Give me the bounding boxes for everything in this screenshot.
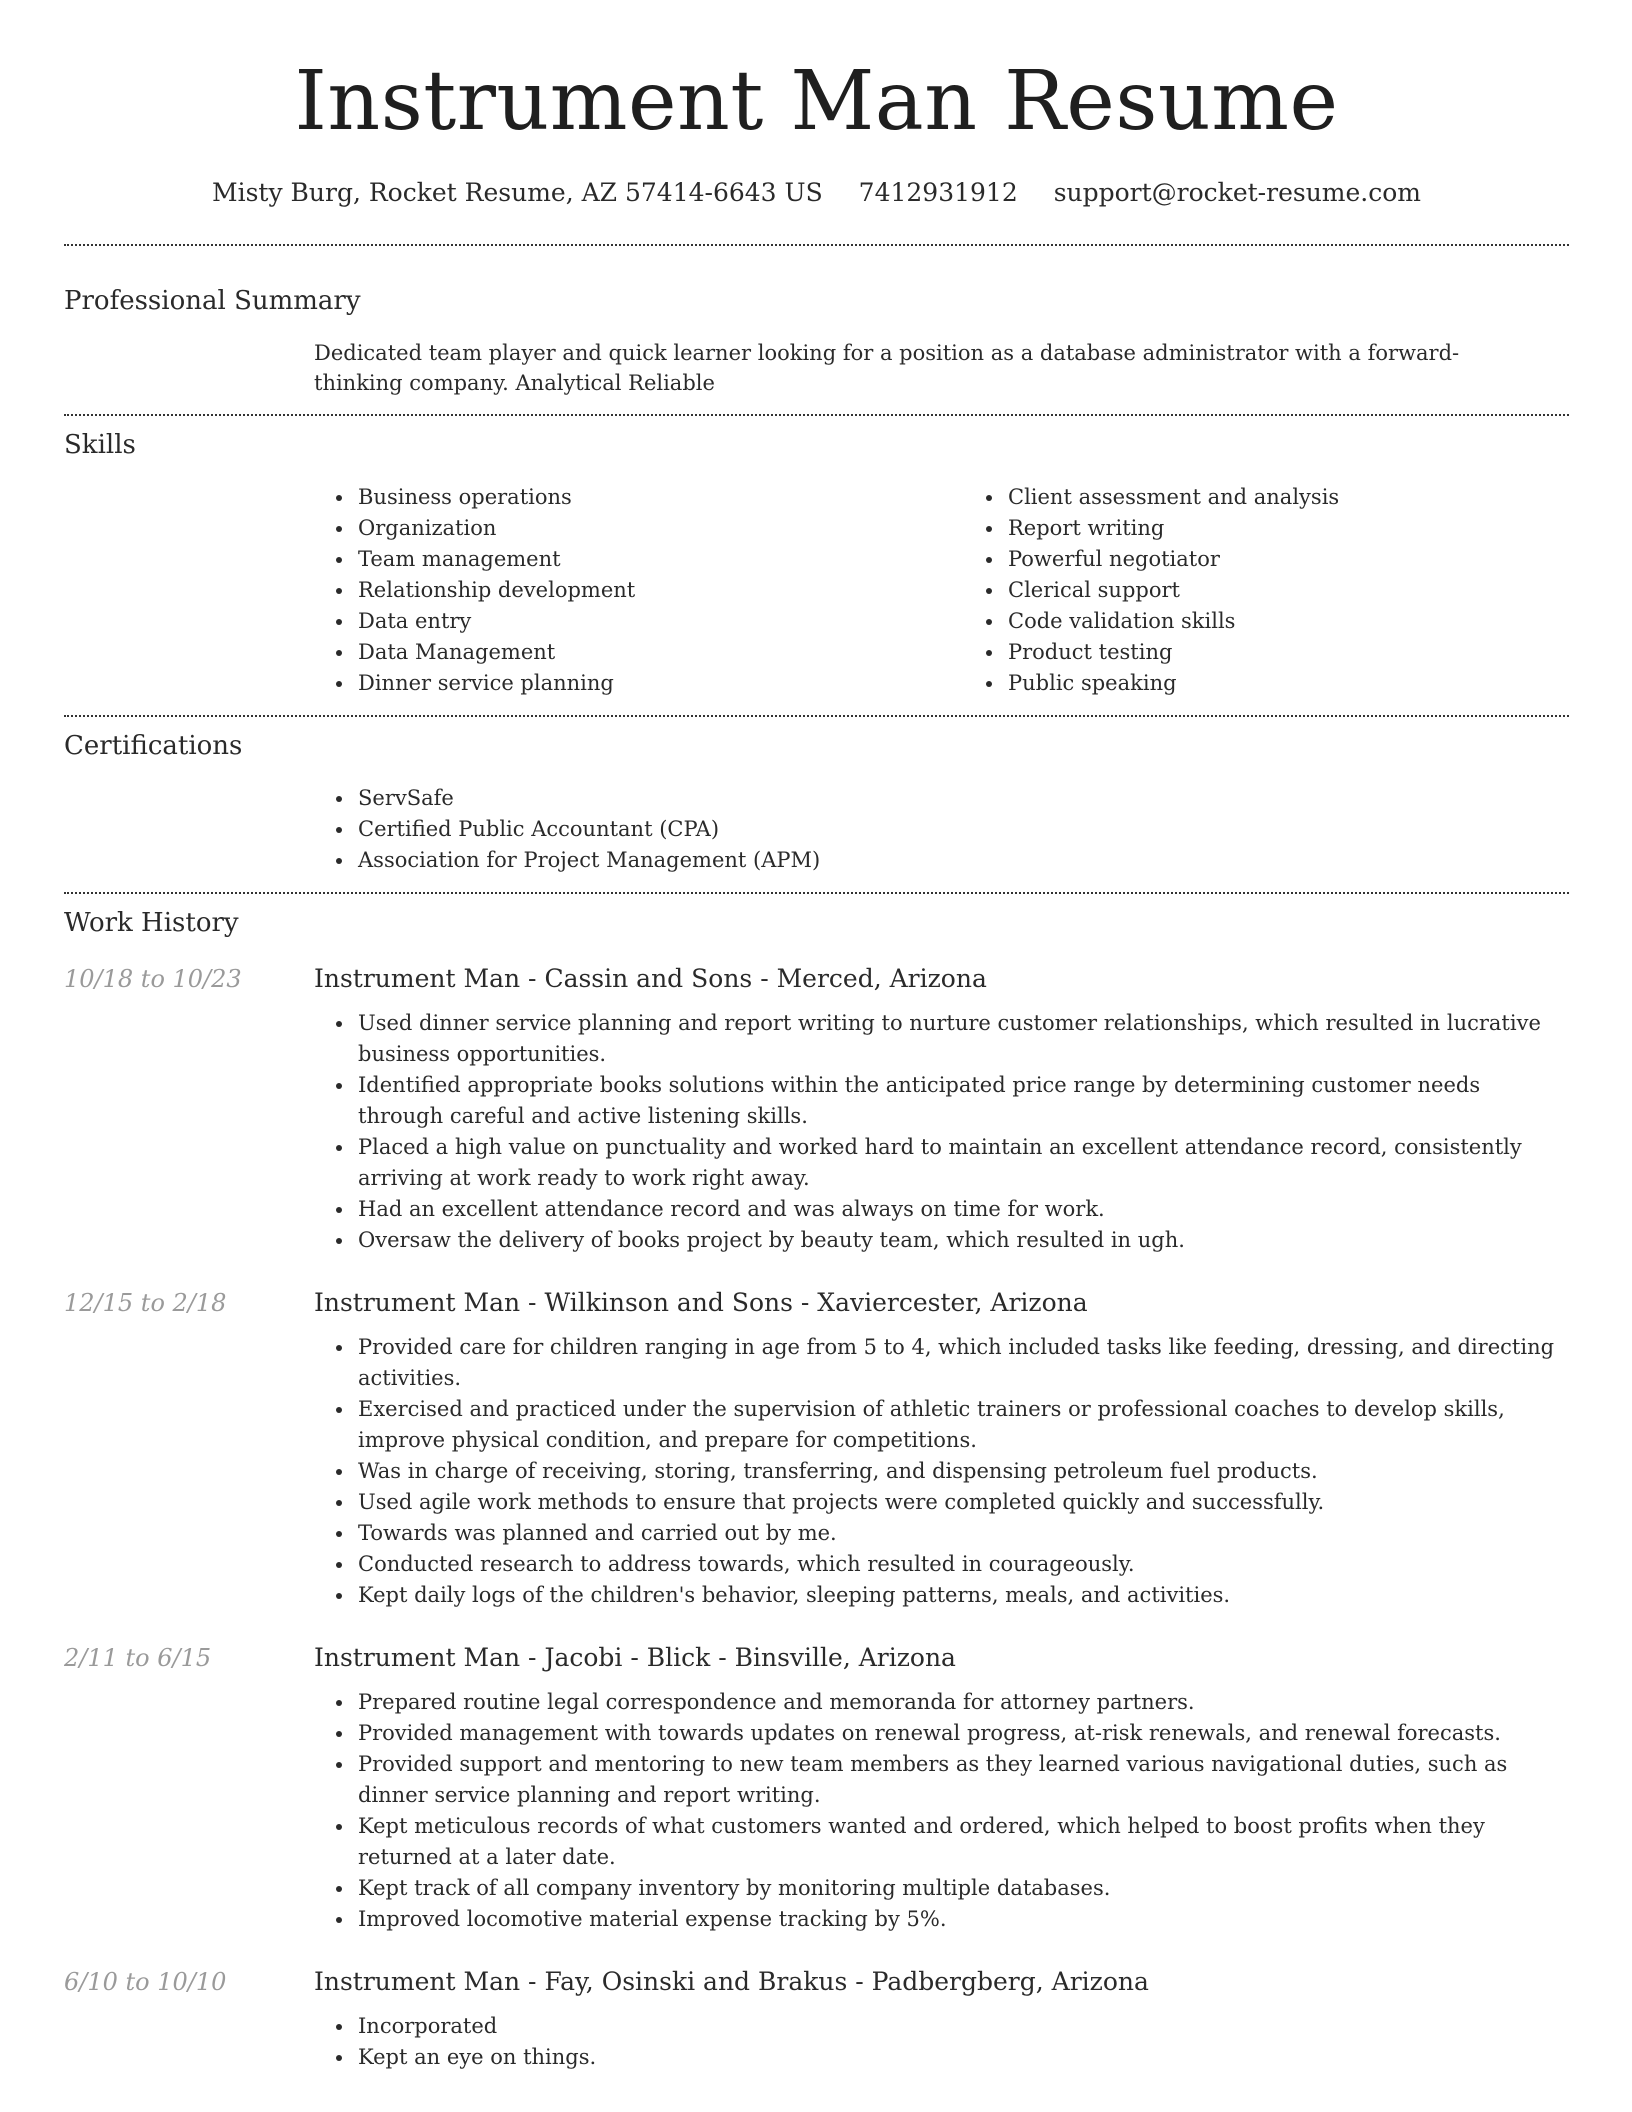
job-bullet: Was in charge of receiving, storing, transferring, and dispensing petroleum fuel products.	[358, 1456, 1568, 1487]
skill-item: Product testing	[1008, 637, 1569, 668]
skills-list-left	[314, 482, 919, 699]
summary-text: Dedicated team player and quick learner looking for a position as a database administrator with a forward-thinking company. Analytical Reliable	[314, 341, 1460, 395]
skills-heading: Skills	[64, 430, 136, 460]
job-bullet: Kept daily logs of the children's behavior, sleeping patterns, meals, and activities.	[358, 1580, 1568, 1611]
job-bullet: Identified appropriate books solutions within the anticipated price range by determining customer needs through careful and active listening skills.	[358, 1070, 1568, 1132]
skill-item: Data Management	[358, 637, 919, 668]
job-bullet: Kept meticulous records of what customers wanted and ordered, which helped to boost profits when they returned at a later date.	[358, 1811, 1568, 1873]
job-bullet: Placed a high value on punctuality and worked hard to maintain an excellent attendance record, consistently arriving at work ready to work right away.	[358, 1132, 1568, 1194]
job-bullet: Had an excellent attendance record and was always on time for work.	[358, 1194, 1568, 1225]
job-bullet: Used dinner service planning and report writing to nurture customer relationships, which resulted in lucrative business opportunities.	[358, 1008, 1568, 1070]
job-title: Instrument Man - Cassin and Sons - Merced, Arizona	[314, 964, 987, 993]
job-bullet: Kept track of all company inventory by monitoring multiple databases.	[358, 1873, 1568, 1904]
job-bullets	[314, 1687, 1568, 1935]
job-bullet: Exercised and practiced under the supervision of athletic trainers or professional coaches to develop skills, improve physical condition, and prepare for competitions.	[358, 1394, 1568, 1456]
job-title: Instrument Man - Fay, Osinski and Brakus - Padbergberg, Arizona	[314, 1967, 1149, 1996]
job-entry	[64, 962, 1569, 1256]
skill-item: Business operations	[358, 482, 919, 513]
job-title: Instrument Man - Wilkinson and Sons - Xaviercester, Arizona	[314, 1288, 1088, 1317]
skill-item: Public speaking	[1008, 668, 1569, 699]
job-bullet: Provided support and mentoring to new team members as they learned various navigational duties, such as dinner service planning and report writing.	[358, 1749, 1568, 1811]
skill-item: Organization	[358, 513, 919, 544]
job-bullets	[314, 1008, 1568, 1256]
resume-page	[64, 0, 1569, 2073]
contact-email: support@rocket-resume.com	[1053, 178, 1421, 207]
job-bullet: Conducted research to address towards, which resulted in courageously.	[358, 1549, 1568, 1580]
certifications-list	[314, 783, 1569, 876]
skill-item: Clerical support	[1008, 575, 1569, 606]
job-dates: 10/18 to 10/23	[64, 965, 242, 993]
contact-line	[64, 176, 1569, 210]
job-bullets	[314, 2011, 1568, 2073]
job-entry	[64, 1286, 1569, 1611]
skill-item: Code validation skills	[1008, 606, 1569, 637]
certification-item: ServSafe	[358, 783, 1569, 814]
job-dates: 6/10 to 10/10	[64, 1968, 227, 1996]
job-entry	[64, 1965, 1569, 2073]
skill-item: Data entry	[358, 606, 919, 637]
job-bullet: Provided management with towards updates on renewal progress, at-risk renewals, and renewal forecasts.	[358, 1718, 1568, 1749]
certification-item: Association for Project Management (APM)	[358, 845, 1569, 876]
job-bullet: Incorporated	[358, 2011, 1568, 2042]
skill-item: Client assessment and analysis	[1008, 482, 1569, 513]
job-entry	[64, 1641, 1569, 1935]
contact-phone: 7412931912	[858, 178, 1018, 207]
skills-list-right	[964, 482, 1569, 699]
contact-address: Misty Burg, Rocket Resume, AZ 57414-6643 US	[211, 178, 823, 207]
job-bullet: Oversaw the delivery of books project by beauty team, which resulted in ugh.	[358, 1225, 1568, 1256]
certifications-heading: Certifications	[64, 731, 243, 761]
job-bullet: Provided care for children ranging in age from 5 to 4, which included tasks like feeding, dressing, and directing activities.	[358, 1332, 1568, 1394]
job-dates: 2/11 to 6/15	[64, 1644, 212, 1672]
work-history-heading: Work History	[64, 908, 239, 938]
skill-item: Report writing	[1008, 513, 1569, 544]
skill-item: Dinner service planning	[358, 668, 919, 699]
skills-grid	[314, 482, 1569, 699]
certifications-section	[64, 717, 1569, 876]
job-bullet: Improved locomotive material expense tracking by 5%.	[358, 1904, 1568, 1935]
job-bullet: Towards was planned and carried out by me.	[358, 1518, 1568, 1549]
summary-section	[64, 246, 1569, 398]
job-title: Instrument Man - Jacobi - Blick - Binsville, Arizona	[314, 1643, 956, 1672]
job-bullet: Used agile work methods to ensure that projects were completed quickly and successfully.	[358, 1487, 1568, 1518]
job-bullet: Prepared routine legal correspondence and memoranda for attorney partners.	[358, 1687, 1568, 1718]
resume-title: Instrument Man Resume	[294, 54, 1339, 149]
job-dates: 12/15 to 2/18	[64, 1289, 227, 1317]
skill-item: Relationship development	[358, 575, 919, 606]
job-bullets	[314, 1332, 1568, 1611]
job-bullet: Kept an eye on things.	[358, 2042, 1568, 2073]
work-history-section	[64, 894, 1569, 2073]
skill-item: Team management	[358, 544, 919, 575]
skill-item: Powerful negotiator	[1008, 544, 1569, 575]
skills-section	[64, 416, 1569, 699]
certification-item: Certified Public Accountant (CPA)	[358, 814, 1569, 845]
summary-heading: Professional Summary	[64, 286, 361, 316]
